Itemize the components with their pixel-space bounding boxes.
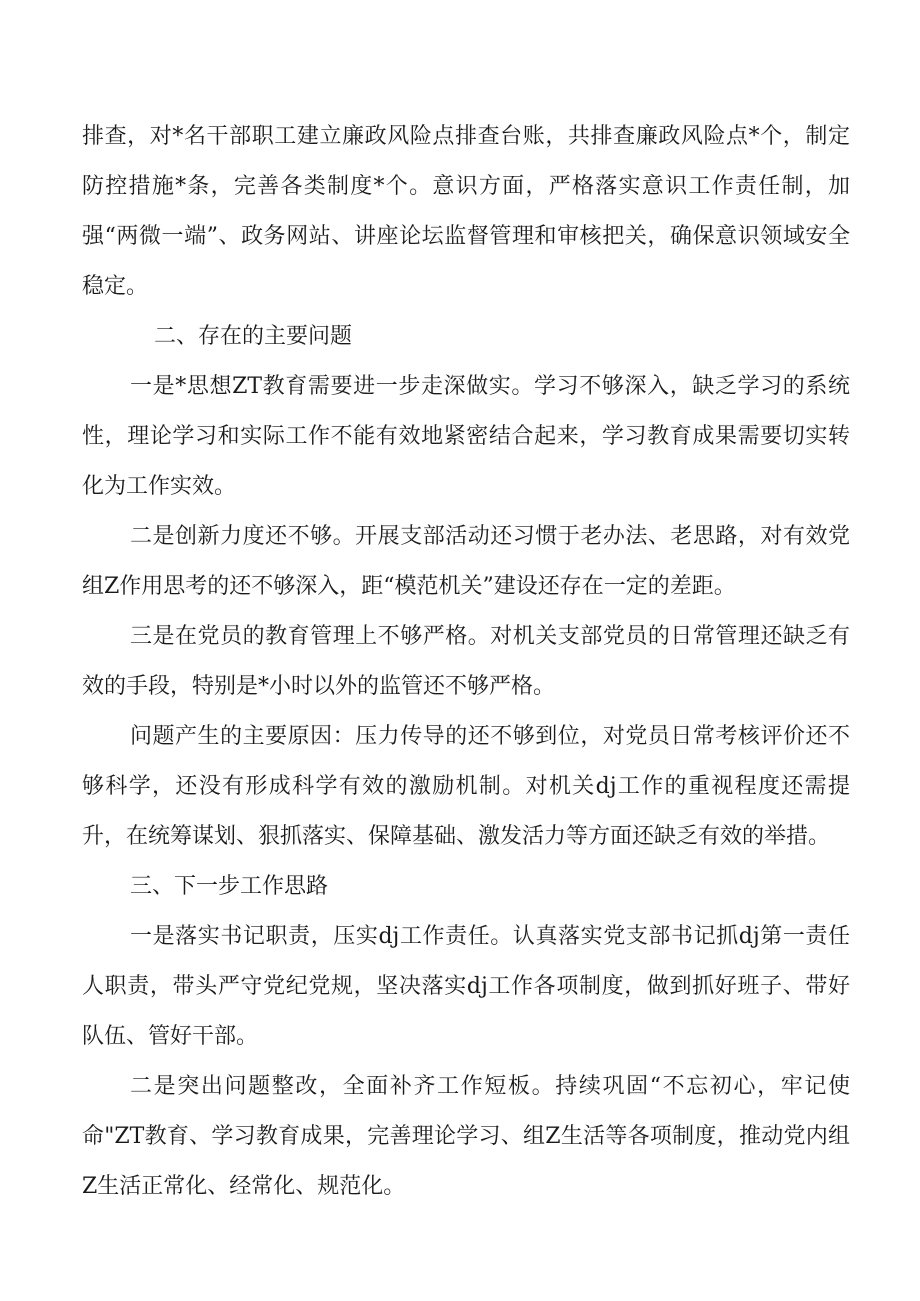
paragraph-next-step-2: 二是突出问题整改，全面补齐工作短板。持续巩固“不忘初心，牢记使命"ZT教育、学习教育成果，完善理论学习、组Z生活等各项制度，推动党内组Z生活正常化、经常化、规范化。 <box>82 1074 850 1199</box>
paragraph-root-causes: 问题产生的主要原因：压力传导的还不够到位，对党员日常考核评价还不够科学，还没有形成科学有效的激励机制。对机关dj工作的重视程度还需提升，在统筹谋划、狠抓落实、保障基础、激发活力等方面还缺乏有效的举措。 <box>82 724 850 849</box>
paragraph-problem-2: 二是创新力度还不够。开展支部活动还习惯于老办法、老思路，对有效党组Z作用思考的还不够深入，距“模范机关”建设还存在一定的差距。 <box>82 524 850 599</box>
paragraph-problem-1: 一是*思想ZT教育需要进一步走深做实。学习不够深入，缺乏学习的系统性，理论学习和实际工作不能有效地紧密结合起来，学习教育成果需要切实转化为工作实效。 <box>82 374 850 499</box>
paragraph-problem-3: 三是在党员的教育管理上不够严格。对机关支部党员的日常管理还缺乏有效的手段，特别是*小时以外的监管还不够严格。 <box>82 624 850 699</box>
section-heading-problems: 二、存在的主要问题 <box>154 324 353 349</box>
paragraph-continuation: 排查，对*名干部职工建立廉政风险点排查台账，共排查廉政风险点*个，制定防控措施*条，完善各类制度*个。意识方面，严格落实意识工作责任制，加强“两微一端”、政务网站、讲座论坛监督管理和审核把关，确保意识领域安全稳定。 <box>82 124 850 299</box>
section-heading-next-steps: 三、下一步工作思路 <box>130 874 329 899</box>
paragraph-next-step-1: 一是落实书记职责，压实dj工作责任。认真落实党支部书记抓dj第一责任人职责，带头严守党纪党规，坚决落实dj工作各项制度，做到抓好班子、带好队伍、管好干部。 <box>82 924 850 1049</box>
document-body <box>82 112 850 1212</box>
